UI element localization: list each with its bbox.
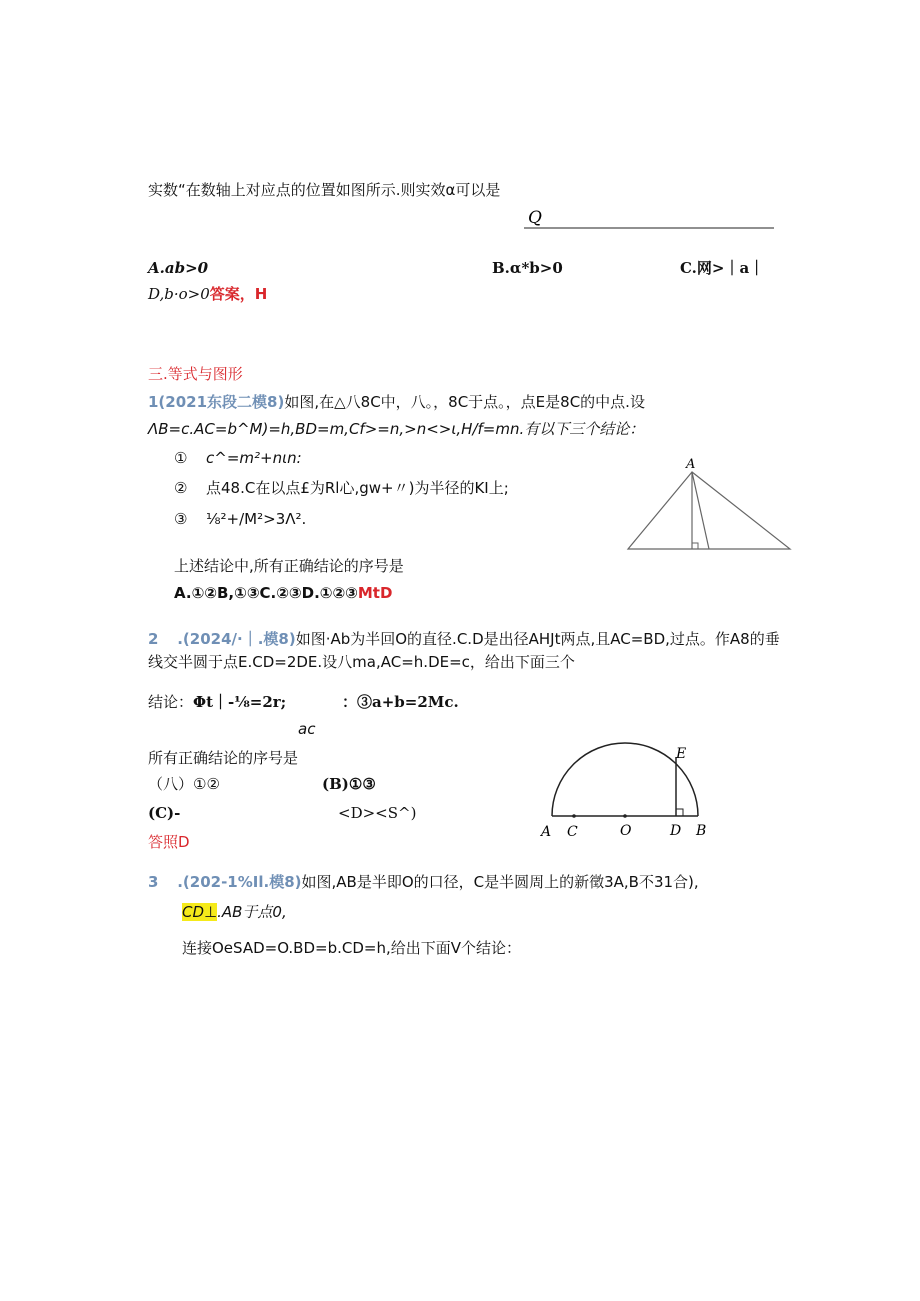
q2-semicircle-figure	[535, 738, 715, 844]
q2-label-c: C	[567, 824, 578, 840]
q1-source: 1(2021东段二模8)	[148, 393, 285, 411]
intro-option-d: D,b·o>0	[148, 285, 210, 303]
q2-prompt: 所有正确结论的序号是	[148, 749, 299, 767]
q2-right-angle-mark	[676, 809, 683, 816]
q1-triangle	[628, 472, 790, 549]
section-title: 三.等式与图形	[148, 365, 243, 383]
q1-fig-label-a: A	[686, 457, 696, 472]
q1-conclusion-1: c^=m²+nιn:	[206, 449, 302, 467]
q2-label-a: A	[541, 824, 552, 840]
q2-label-d: D	[670, 823, 682, 839]
q2-source: .(2024/·｜.模8)	[177, 630, 296, 648]
q3-num: 3	[148, 873, 159, 891]
q3-line3: 连接OeSAD=O.BD=b.CD=h,给出下面V个结论：	[182, 939, 522, 957]
q2-conclusion-label: 结论：	[148, 693, 194, 711]
q2-conclusion-b: ：③a+b=2Mc.	[342, 693, 459, 711]
q1-line1: 如图,在△八8C中，八。，8C于点。，点E是8C的中点.设	[284, 393, 645, 411]
q2-line2: 线交半圆于点E.CD=2DE.设八ma,AC=h.DE=c，给出下面三个	[148, 653, 575, 671]
q1-conclusion-3-num: ③	[174, 510, 188, 528]
q2-option-c: (C)-	[148, 804, 181, 822]
q2-conclusion-ac: ac	[298, 720, 316, 738]
q1-line2: ΛB=c.AC=b^M)=h,BD=m,Cf>=n,>n<>ι,H/f=mn.有以下三个结论：	[148, 420, 645, 438]
question-intro-text: 实数“在数轴上对应点的位置如图所示.则实效α可以是	[148, 181, 501, 199]
q3-line1: 如图,AB是半即O的口径，C是半圆周上的新徵3A,B不31合),	[301, 873, 699, 891]
q1-options: A.①②B,①③C.②③D.①②③	[174, 584, 358, 602]
intro-option-c: C.网>｜a｜	[680, 259, 765, 277]
intro-option-a: A.ab>0	[148, 259, 209, 277]
q2-num: 2	[148, 630, 159, 648]
q2-line1: 如图·Ab为半回O的直径.C.D是出径AHJt两点,且AC=BD,过点。作A8的垂	[295, 630, 780, 648]
q3-line2: .AB于点0,	[217, 903, 287, 921]
q1-conclusion-2: 点48.C在以点£为Rl心,gw+〃)为半径的KI上;	[206, 479, 509, 497]
q2-label-o: O	[620, 823, 632, 839]
q1-conclusion-2-num: ②	[174, 479, 188, 497]
q3-line2-highlight: CD⊥	[182, 903, 218, 921]
q3-source: .(202-1%Il.模8)	[177, 873, 302, 891]
q2-option-d: <D><S^)	[338, 804, 417, 822]
q1-conclusion-1-num: ①	[174, 449, 188, 467]
q2-label-e: E	[676, 746, 687, 762]
q2-point-o	[623, 814, 627, 818]
number-line-label: Q	[528, 208, 542, 228]
q1-triangle-figure	[620, 454, 800, 558]
q1-conclusion-3: ⅛²+/M²>3Λ².	[206, 510, 307, 528]
intro-option-b: B.α*b>0	[492, 259, 563, 277]
q1-right-angle-mark	[692, 543, 698, 549]
q2-option-b: (B)①③	[322, 775, 376, 793]
intro-answer: 答案，H	[209, 285, 268, 303]
number-line-figure	[520, 202, 780, 234]
q2-conclusion-a: Φt｜-⅛=2r;	[193, 693, 287, 711]
q1-prompt: 上述结论中,所有正确结论的序号是	[174, 557, 404, 575]
q2-option-a: （八）①②	[148, 775, 220, 793]
q2-label-b: B	[696, 823, 707, 839]
q2-point-c	[572, 814, 576, 818]
q2-answer: 答照D	[148, 833, 190, 851]
q1-answer: MtD	[357, 584, 393, 602]
